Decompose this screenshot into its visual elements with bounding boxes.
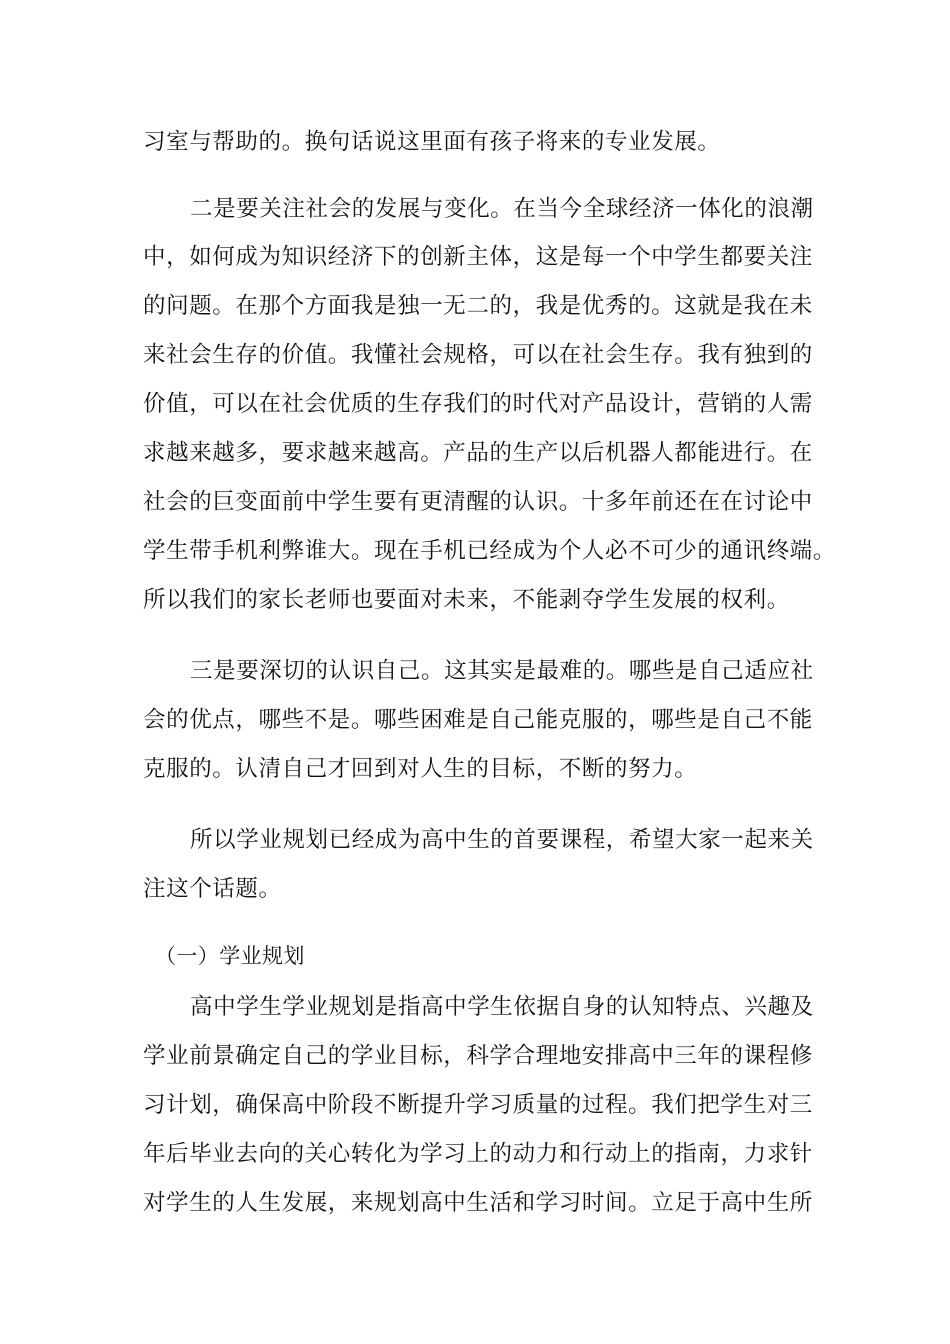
section-heading: （一）学业规划: [155, 944, 305, 968]
paragraph-line: 年后毕业去向的关心转化为学习上的动力和行动上的指南，力求针: [143, 1141, 813, 1167]
paragraph-line: 对学生的人生发展，来规划高中生活和学习时间。立足于高中生所: [143, 1190, 813, 1216]
paragraph-line: 中，如何成为知识经济下的创新主体，这是每一个中学生都要关注: [143, 244, 813, 270]
paragraph-line: 的问题。在那个方面我是独一无二的，我是优秀的。这就是我在未: [143, 293, 813, 319]
paragraph-line: 所以我们的家长老师也要面对未来，不能剥夺学生发展的权利。: [143, 587, 790, 613]
paragraph-line: 习室与帮助的。换句话说这里面有孩子将来的专业发展。: [143, 129, 721, 155]
paragraph-line: 学业前景确定自己的学业目标，科学合理地安排高中三年的课程修: [143, 1043, 813, 1069]
paragraph-line: 高中学生学业规划是指高中学生依据自身的认知特点、兴趣及: [190, 994, 814, 1020]
paragraph-line: 来社会生存的价值。我懂社会规格，可以在社会生存。我有独到的: [143, 342, 813, 368]
paragraph-line: 学生带手机利弊谁大。现在手机已经成为个人必不可少的通讯终端。: [143, 538, 837, 564]
paragraph-line: 所以学业规划已经成为高中生的首要课程，希望大家一起来关: [190, 827, 814, 853]
paragraph-line: 三是要深切的认识自己。这其实是最难的。哪些是自己适应社: [190, 658, 814, 684]
paragraph-line: 注这个话题。: [143, 876, 282, 902]
paragraph-line: 社会的巨变面前中学生要有更清醒的认识。十多年前还在在讨论中: [143, 489, 813, 515]
paragraph-line: 价值，可以在社会优质的生存我们的时代对产品设计，营销的人需: [143, 391, 813, 417]
paragraph-line: 习计划，确保高中阶段不断提升学习质量的过程。我们把学生对三: [143, 1092, 813, 1118]
paragraph-line: 克服的。认清自己才回到对人生的目标，不断的努力。: [143, 756, 698, 782]
paragraph-line: 二是要关注社会的发展与变化。在当今全球经济一体化的浪潮: [190, 196, 814, 222]
paragraph-line: 会的优点，哪些不是。哪些困难是自己能克服的，哪些是自己不能: [143, 707, 813, 733]
paragraph-line: 求越来越多，要求越来越高。产品的生产以后机器人都能进行。在: [143, 440, 813, 466]
